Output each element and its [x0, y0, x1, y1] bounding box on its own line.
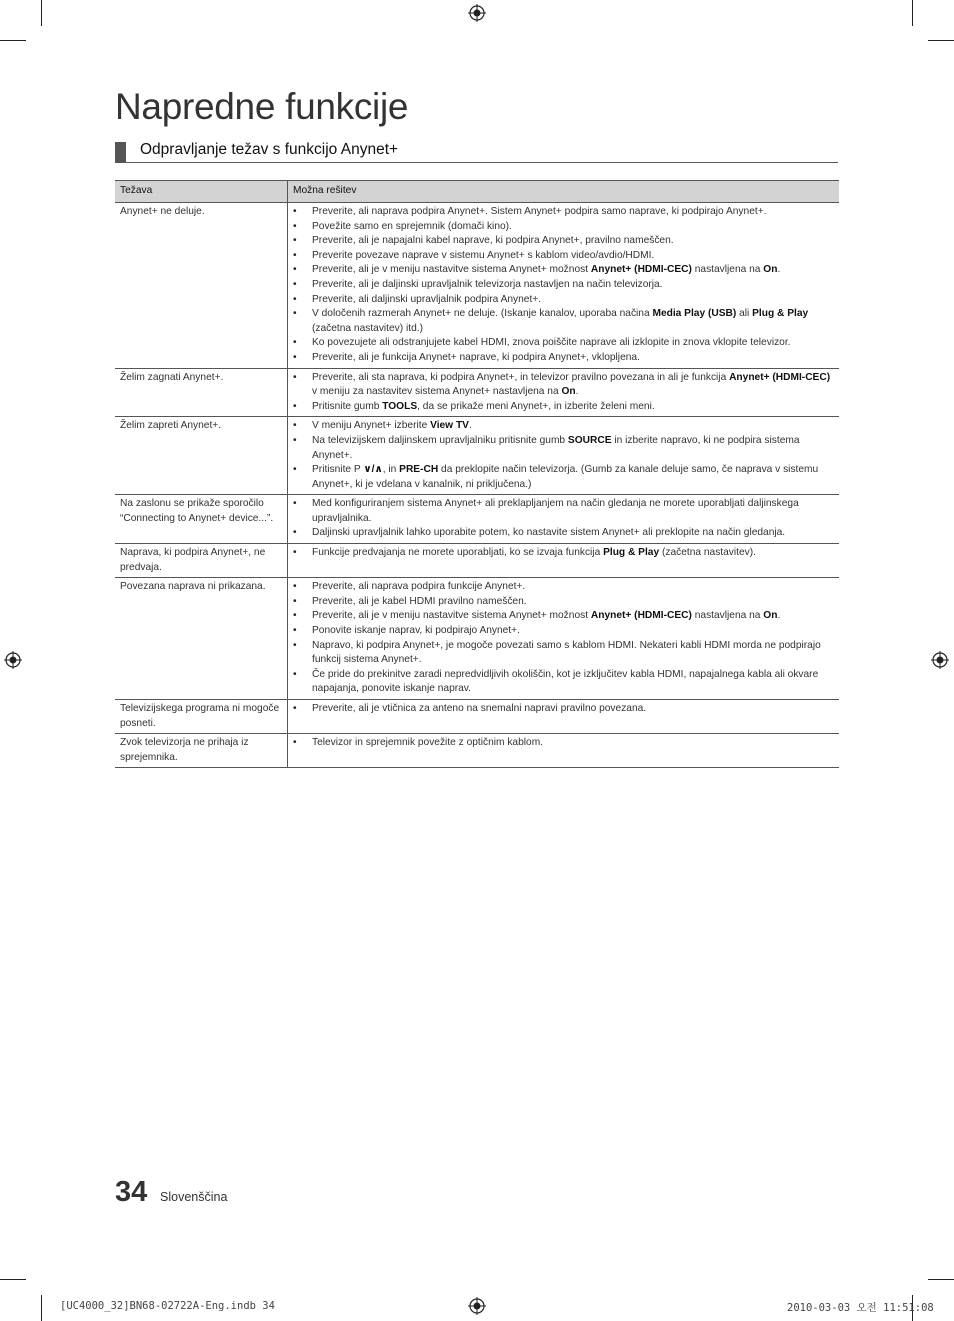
problem-cell: Želim zapreti Anynet+. — [115, 417, 288, 495]
list-item: • Pritisnite gumb TOOLS, da se prikaže meni Anynet+, in izberite želeni meni. — [293, 400, 834, 415]
list-item: • Med konfiguriranjem sistema Anynet+ ali preklapljanjem na način gledanja ne morete uporabljati daljinskega upravljalnika. — [293, 497, 834, 526]
solution-cell — [288, 368, 840, 417]
list-item: • Pritisnite P ∨/∧, in PRE-CH da preklopite način televizorja. (Gumb za kanale deluje samo, če naprava v sistemu Anynet+, ki je vdelana v kanalnik, ni priključena.) — [293, 463, 834, 492]
section-marker — [115, 142, 126, 162]
solution-cell — [288, 544, 840, 578]
list-item: • Preverite, ali naprava podpira Anynet+. Sistem Anynet+ podpira samo naprave, ki podpirajo Anynet+. — [293, 205, 834, 220]
solution-list — [293, 546, 834, 561]
section-header — [115, 140, 838, 163]
list-item: • Preverite povezave naprave v sistemu Anynet+ s kablom video/avdio/HDMI. — [293, 249, 834, 264]
solution-list — [293, 497, 834, 541]
list-item: • Ponovite iskanje naprav, ki podpirajo Anynet+. — [293, 624, 834, 639]
footer-language: Slovenščina — [160, 1190, 228, 1204]
table-header-row — [115, 181, 839, 203]
list-item: • Preverite, ali je v meniju nastavitve sistema Anynet+ možnost Anynet+ (HDMI-CEC) nastavljena na On. — [293, 609, 834, 624]
list-item: • Preverite, ali je funkcija Anynet+ naprave, ki podpira Anynet+, vklopljena. — [293, 351, 834, 366]
list-item: • Preverite, ali sta naprava, ki podpira Anynet+, in televizor pravilno povezana in ali je funkcija Anynet+ (HDMI-CEC) v meniju za nastavitev sistema Anynet+ nastavljena na On. — [293, 371, 834, 400]
emphasis-term: TOOLS — [382, 400, 418, 412]
crop-mark — [928, 40, 954, 41]
emphasis-term: Anynet+ (HDMI-CEC) — [729, 371, 831, 383]
list-item: • Preverite, ali daljinski upravljalnik podpira Anynet+. — [293, 293, 834, 308]
table-row — [115, 734, 839, 768]
solution-cell — [288, 578, 840, 700]
solution-list — [293, 702, 834, 717]
list-item: • Televizor in sprejemnik povežite z optičnim kablom. — [293, 736, 834, 751]
emphasis-term: PRE-CH — [399, 464, 439, 476]
table-row — [115, 578, 839, 700]
emphasis-term: Plug & Play — [603, 547, 660, 559]
registration-target-icon — [468, 1297, 486, 1315]
problem-cell: Anynet+ ne deluje. — [115, 203, 288, 369]
list-item: • Daljinski upravljalnik lahko uporabite potem, ko nastavite sistem Anynet+ ali preklopite na način gledanja. — [293, 526, 834, 541]
table-body — [115, 203, 839, 768]
print-slug-file: [UC4000_32]BN68-02722A-Eng.indb 34 — [60, 1300, 275, 1312]
table-row — [115, 700, 839, 734]
list-item: • V meniju Anynet+ izberite View TV. — [293, 419, 834, 434]
crop-mark — [912, 0, 913, 26]
list-item: • V določenih razmerah Anynet+ ne deluje. (Iskanje kanalov, uporaba načina Media Play (USB) ali Plug & Play (začetna nastavitev) itd.) — [293, 307, 834, 336]
solution-cell — [288, 700, 840, 734]
emphasis-term: SOURCE — [567, 434, 612, 446]
emphasis-term: On — [763, 610, 778, 622]
emphasis-term: On — [763, 264, 778, 276]
list-item: • Na televizijskem daljinskem upravljalniku pritisnite gumb SOURCE in izberite napravo, ki ne podpira sistema Anynet+. — [293, 434, 834, 463]
crop-mark — [0, 1279, 26, 1280]
table-row — [115, 544, 839, 578]
solution-list — [293, 580, 834, 697]
problem-cell: Naprava, ki podpira Anynet+, ne predvaja. — [115, 544, 288, 578]
emphasis-term: Media Play (USB) — [652, 308, 737, 320]
list-item: • Če pride do prekinitve zaradi nepredvidljivih okoliščin, kot je izključitev kabla HDMI, napajalnega kabla ali okvare napajanja, ponovite iskanje naprav. — [293, 668, 834, 697]
list-item: • Ko povezujete ali odstranjujete kabel HDMI, znova poiščite naprave ali izklopite in znova vklopite televizor. — [293, 336, 834, 351]
problem-cell: Želim zagnati Anynet+. — [115, 368, 288, 417]
solution-cell — [288, 203, 840, 369]
list-item: • Preverite, ali je kabel HDMI pravilno nameščen. — [293, 595, 834, 610]
table-row — [115, 417, 839, 495]
list-item: • Preverite, ali je v meniju nastavitve sistema Anynet+ možnost Anynet+ (HDMI-CEC) nastavljena na On. — [293, 263, 834, 278]
crop-mark — [41, 1295, 42, 1321]
list-item: • Funkcije predvajanja ne morete uporabljati, ko se izvaja funkcija Plug & Play (začetna nastavitev). — [293, 546, 834, 561]
list-item: • Preverite, ali je napajalni kabel naprave, ki podpira Anynet+, pravilno nameščen. — [293, 234, 834, 249]
problem-cell: Na zaslonu se prikaže sporočilo “Connecting to Anynet+ device...”. — [115, 495, 288, 544]
emphasis-term: ∨/∧ — [363, 464, 383, 476]
table-row — [115, 368, 839, 417]
emphasis-term: Anynet+ (HDMI-CEC) — [590, 610, 692, 622]
solution-list — [293, 205, 834, 366]
crop-mark — [0, 40, 26, 41]
emphasis-term: Plug & Play — [752, 308, 809, 320]
list-item: • Preverite, ali je daljinski upravljalnik televizorja nastavljen na način televizorja. — [293, 278, 834, 293]
solution-cell — [288, 495, 840, 544]
crop-mark — [928, 1279, 954, 1280]
solution-cell — [288, 417, 840, 495]
solution-list — [293, 371, 834, 415]
registration-target-icon — [931, 651, 949, 669]
table-row — [115, 203, 839, 369]
list-item: • Povežite samo en sprejemnik (domači kino). — [293, 220, 834, 235]
problem-cell: Televizijskega programa ni mogoče posneti. — [115, 700, 288, 734]
column-header-problem: Težava — [115, 181, 288, 203]
solution-list — [293, 419, 834, 492]
crop-mark — [41, 0, 42, 26]
troubleshooting-table — [115, 180, 839, 768]
emphasis-term: On — [561, 386, 576, 398]
problem-cell: Zvok televizorja ne prihaja iz sprejemnika. — [115, 734, 288, 768]
section-title: Odpravljanje težav s funkcijo Anynet+ — [140, 141, 399, 158]
emphasis-term: Anynet+ (HDMI-CEC) — [590, 264, 692, 276]
solution-list — [293, 736, 834, 751]
registration-target-icon — [4, 651, 22, 669]
page-title: Napredne funkcije — [115, 86, 409, 127]
emphasis-term: View TV — [430, 420, 469, 432]
registration-target-icon — [468, 4, 486, 22]
print-slug-date: 2010-03-03 오전 11:51:08 — [787, 1302, 934, 1314]
solution-cell — [288, 734, 840, 768]
list-item: • Preverite, ali naprava podpira funkcije Anynet+. — [293, 580, 834, 595]
table-row — [115, 495, 839, 544]
list-item: • Napravo, ki podpira Anynet+, je mogoče povezati samo s kablom HDMI. Nekateri kabli HDMI morda ne podpirajo funkcij sistema Anynet+. — [293, 639, 834, 668]
column-header-solution: Možna rešitev — [288, 181, 840, 203]
page-number: 34 — [115, 1176, 148, 1208]
problem-cell: Povezana naprava ni prikazana. — [115, 578, 288, 700]
list-item: • Preverite, ali je vtičnica za anteno na snemalni napravi pravilno povezana. — [293, 702, 834, 717]
